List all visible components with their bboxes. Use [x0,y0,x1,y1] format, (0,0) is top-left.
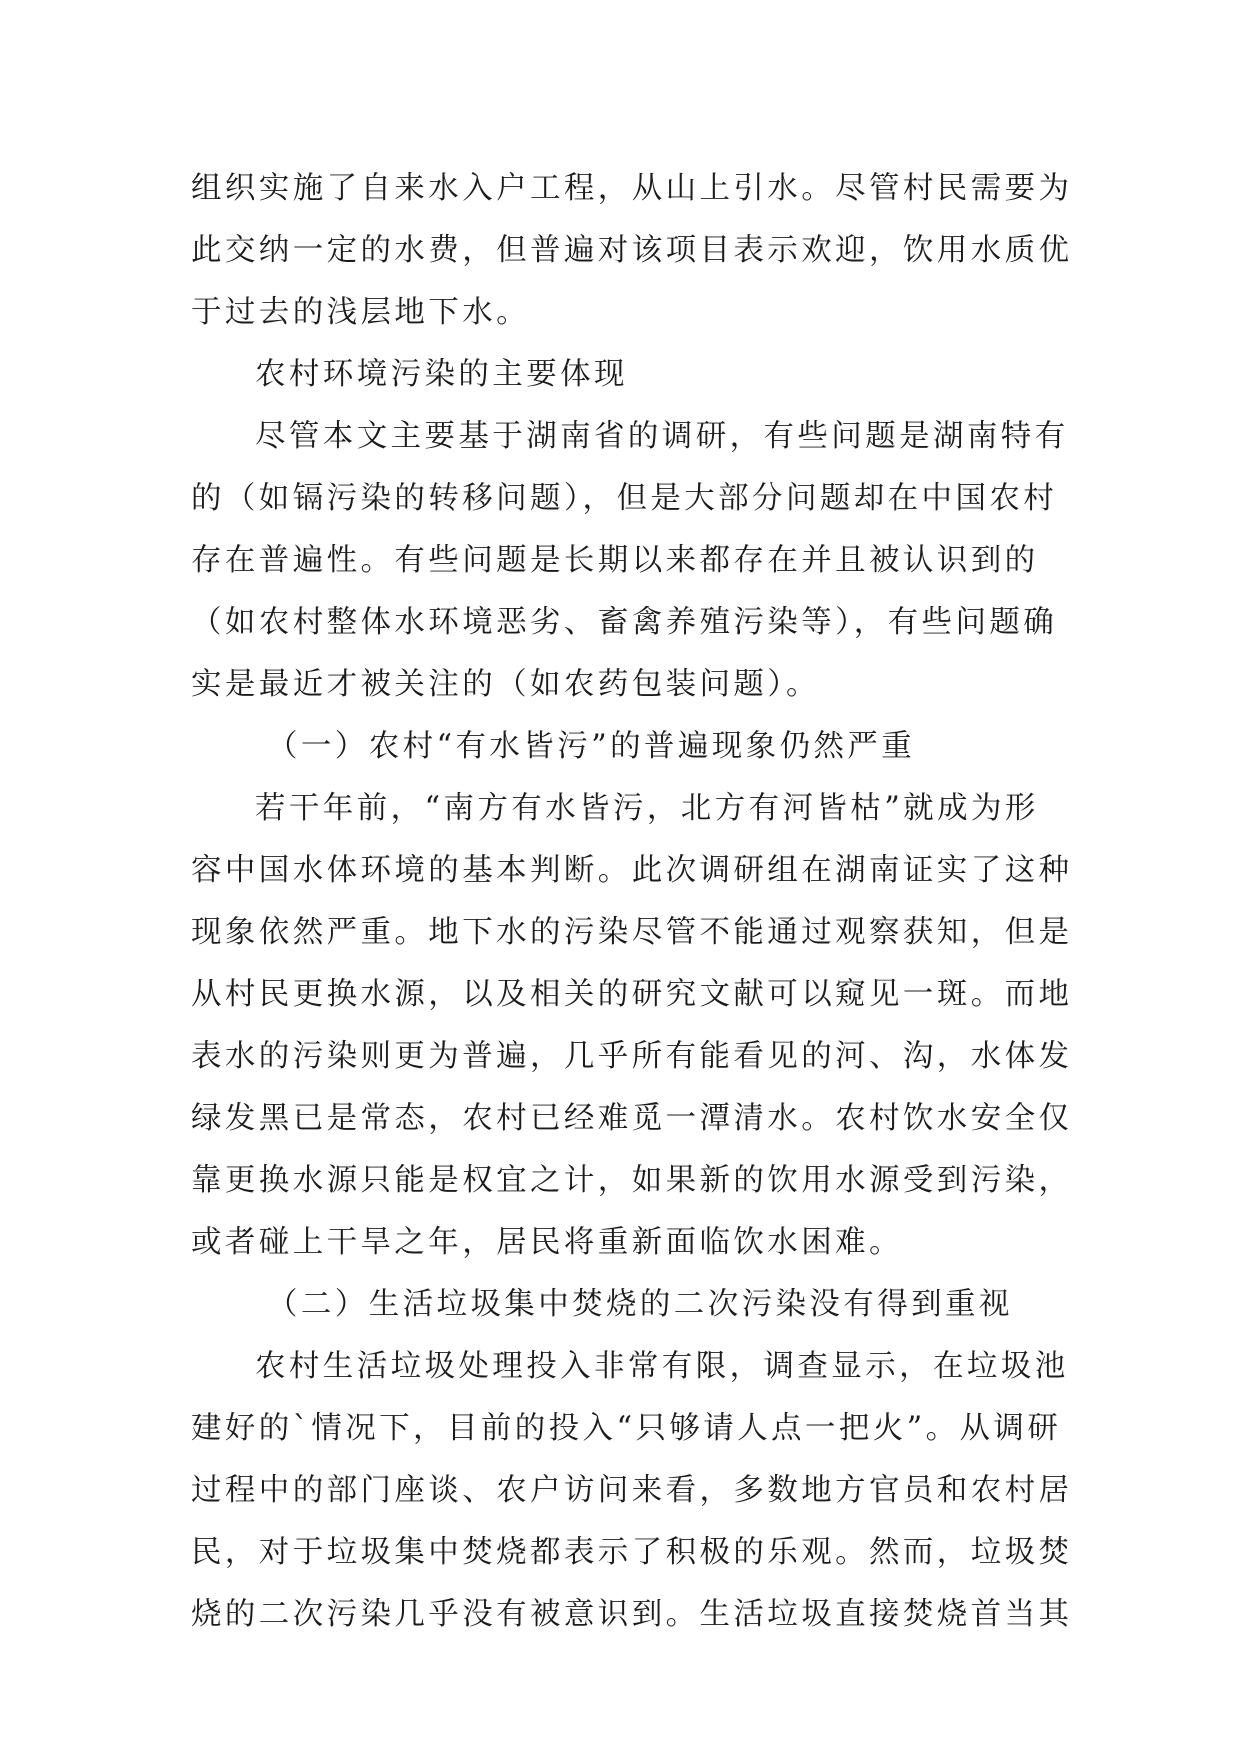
section-heading: 农村环境污染的主要体现 [255,357,628,392]
text-line: 或者碰上干旱之年，居民将重新面临饮水困难。 [191,1225,903,1260]
text-line: 民，对于垃圾集中焚烧都表示了积极的乐观。然而，垃圾焚 [191,1535,1073,1570]
text-line: （如农村整体水环境恶劣、畜禽养殖污染等），有些问题确 [191,605,1058,640]
text-line: 从村民更换水源，以及相关的研究文献可以窥见一斑。而地 [191,977,1073,1012]
body-text [191,158,1073,1646]
text-line: 此交纳一定的水费，但普遍对该项目表示欢迎，饮用水质优 [191,233,1073,268]
text-line: 表水的污染则更为普遍，几乎所有能看见的河、沟，水体发 [191,1039,1073,1074]
text-line: 组织实施了自来水入户工程，从山上引水。尽管村民需要为 [191,171,1073,206]
text-line: 容中国水体环境的基本判断。此次调研组在湖南证实了这种 [191,853,1073,888]
text-line: 烧的二次污染几乎没有被意识到。生活垃圾直接焚烧首当其 [191,1597,1073,1632]
text-line: 实是最近才被关注的（如农药包装问题）。 [191,667,820,702]
paragraph-first-line: 若干年前，“南方有水皆污，北方有河皆枯”就成为形 [255,791,1039,826]
text-line: 于过去的浅层地下水。 [191,295,530,330]
text-line: 靠更换水源只能是权宜之计，如果新的饮用水源受到污染， [191,1163,1073,1198]
paragraph-first-line: 农村生活垃圾处理投入非常有限，调查显示，在垃圾池 [255,1349,1069,1384]
text-line: 建好的`情况下，目前的投入“只够请人点一把火”。从调研 [191,1411,1062,1446]
text-line: 绿发黑已是常态，农村已经难觅一潭清水。农村饮水安全仅 [191,1101,1073,1136]
subsection-heading-1: （一）农村“有水皆污”的普遍现象仍然严重 [267,729,916,764]
text-line: 的（如镉污染的转移问题），但是大部分问题却在中国农村 [191,481,1058,516]
text-line: 过程中的部门座谈、农户访问来看，多数地方官员和农村居 [191,1473,1073,1508]
paragraph-first-line: 尽管本文主要基于湖南省的调研，有些问题是湖南特有 [255,419,1069,454]
text-line: 存在普遍性。有些问题是长期以来都存在并且被认识到的 [191,543,1039,578]
text-line: 现象依然严重。地下水的污染尽管不能通过观察获知，但是 [191,915,1073,950]
subsection-heading-2: （二）生活垃圾集中焚烧的二次污染没有得到重视 [267,1287,1013,1322]
